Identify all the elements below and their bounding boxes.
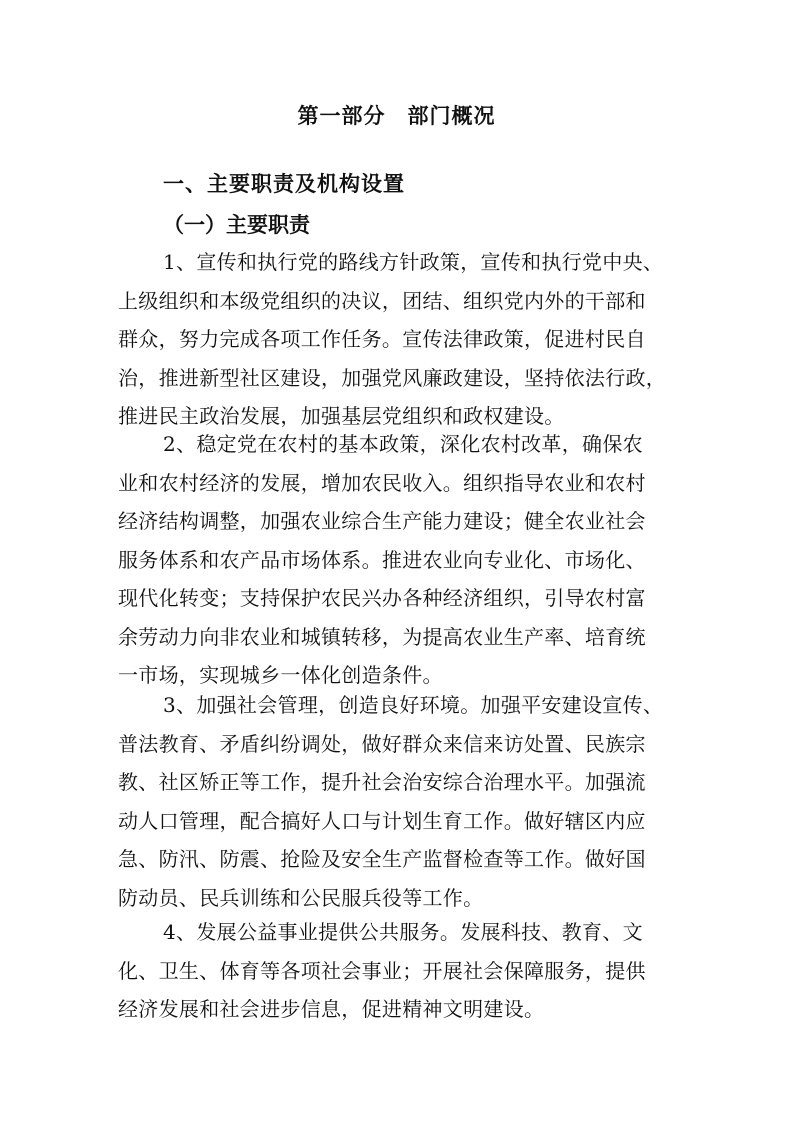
page-title: 第一部分 部门概况: [297, 104, 496, 128]
paragraph-line: 1、宣传和执行党的路线方针政策，宣传和执行党中央、: [163, 250, 664, 274]
paragraph-line: 推进民主政治发展，加强基层党组织和政权建设。: [118, 404, 565, 428]
paragraph-line: 普法教育、矛盾纠纷调处，做好群众来信来访处置、民族宗: [118, 731, 646, 756]
paragraph-line: 治，推进新型社区建设，加强党风廉政建设，坚持依法行政，: [118, 365, 667, 390]
paragraph-4: [118, 913, 678, 1029]
paragraph-line: 动人口管理，配合搞好人口与计划生育工作。做好辖区内应: [118, 808, 646, 833]
paragraph-line: 余劳动力向非农业和城镇转移，为提高农业生产率、培育统: [118, 624, 646, 649]
paragraph-line: 4、发展公益事业提供公共服务。发展科技、教育、文: [163, 920, 643, 944]
paragraph-line: 化、卫生、体育等各项社会事业；开展社会保障服务，提供: [118, 958, 646, 983]
paragraph-line: 经济发展和社会进步信息，促进精神文明建设。: [118, 997, 545, 1021]
paragraph-1: [118, 243, 678, 436]
paragraph-line: 急、防汛、防震、抢险及安全生产监督检查等工作。做好国: [118, 847, 646, 871]
paragraph-line: 防动员、民兵训练和公民服兵役等工作。: [118, 885, 484, 910]
paragraph-line: 3、加强社会管理，创造良好环境。加强平安建设宣传、: [163, 693, 664, 717]
paragraph-line: 上级组织和本级党组织的决议，团结、组织党内外的干部和: [118, 288, 646, 313]
paragraph-line: 服务体系和农产品市场体系。推进农业向专业化、市场化、: [118, 547, 646, 572]
section-heading: 一、主要职责及机构设置: [163, 172, 405, 196]
paragraph-3: [118, 686, 678, 917]
paragraph-2: [118, 425, 678, 695]
paragraph-line: 群众，努力完成各项工作任务。宣传法律政策，促进村民自: [118, 327, 646, 351]
paragraph-line: 业和农村经济的发展，增加农民收入。组织指导农业和农村: [118, 470, 646, 495]
paragraph-line: 2、稳定党在农村的基本政策，深化农村改革，确保农: [163, 432, 643, 456]
paragraph-line: 一市场，实现城乡一体化创造条件。: [118, 663, 443, 687]
paragraph-line: 经济结构调整，加强农业综合生产能力建设；健全农业社会: [118, 509, 646, 533]
subsection-heading: （一）主要职责: [163, 213, 310, 237]
paragraph-line: 现代化转变；支持保护农民兴办各种经济组织，引导农村富: [118, 586, 646, 610]
paragraph-line: 教、社区矫正等工作，提升社会治安综合治理水平。加强流: [118, 770, 646, 794]
